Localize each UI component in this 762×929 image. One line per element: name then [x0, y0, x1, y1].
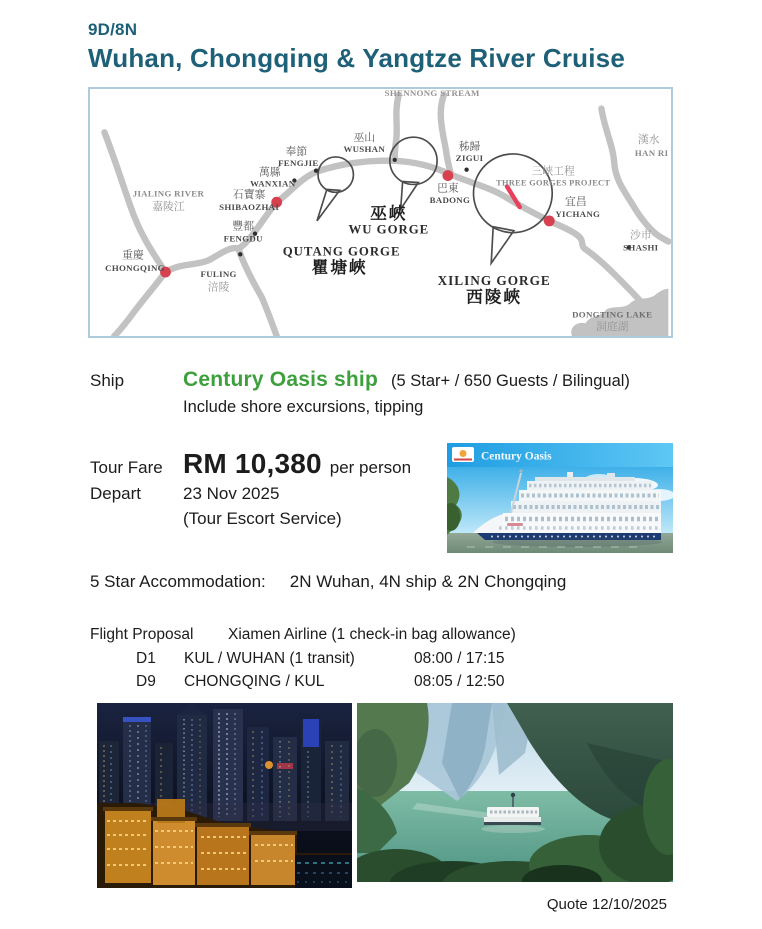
shibaozhai-label-cn: 石寶寨: [232, 189, 266, 202]
accommodation-value: 2N Wuhan, 4N ship & 2N Chongqing: [289, 572, 567, 591]
wu-gorge-label-cn: 巫峽: [370, 203, 408, 223]
qutang-gorge-label-en: QUTANG GORGE: [282, 244, 401, 259]
river-lights: [295, 855, 352, 888]
wanxian-label-en: WANXIAN: [250, 178, 296, 189]
xiling-gorge-label-cn: 西陵峽: [466, 287, 523, 307]
wanxian-label-cn: 萬縣: [258, 166, 281, 179]
shennong-stream-a: [395, 95, 399, 160]
han-river-path: [601, 109, 668, 242]
tour-duration: 9D/8N: [88, 20, 138, 39]
fuling-label-cn: 涪陵: [207, 281, 230, 294]
ship-reflection: [492, 537, 662, 547]
map-labels: [105, 89, 668, 333]
jialing-river-label-en: JIALING RIVER: [132, 188, 205, 199]
badong-label-cn: 巴東: [437, 182, 459, 195]
ship-name: Century Oasis ship: [183, 368, 378, 391]
depart-date: 23 Nov 2025: [183, 484, 280, 503]
dongting-lake-label-cn: 洞庭湖: [596, 321, 629, 334]
zigui-label-en: ZIGUI: [455, 152, 484, 163]
night-photo-svg: [97, 703, 352, 888]
quote-date: Quote 12/10/2025: [546, 896, 667, 913]
flight-row-route: KUL / WUHAN (1 transit): [184, 650, 355, 667]
qutang-callout-tail: [317, 189, 340, 220]
shashi-label-en: SHASHI: [623, 242, 659, 253]
accommodation-label: 5 Star Accommodation:: [90, 572, 266, 591]
fengdu-label-cn: 豐都: [232, 220, 255, 233]
wushan-label-cn: 巫山: [353, 132, 376, 145]
cruise-line-logo-emblem: [460, 450, 467, 457]
three-gorges-project-label-cn: 三峽工程: [531, 165, 575, 178]
depart-label: Depart: [90, 484, 142, 503]
three-gorges-project-label-en: THREE GORGES PROJECT: [496, 178, 611, 188]
gorge-photo-svg: [357, 703, 673, 882]
yichang-label-cn: 宜昌: [565, 196, 587, 209]
ship-photo-caption: Century Oasis: [481, 450, 552, 463]
escort-service-note: (Tour Escort Service): [183, 509, 342, 528]
wu-gorge-label-en: WU GORGE: [348, 222, 430, 237]
yangtze-southwest-branch: [114, 272, 165, 336]
flight-row-day: D9: [136, 673, 156, 690]
flight-row-time: 08:05 / 12:50: [414, 673, 505, 690]
flight-airline: Xiamen Airline (1 check-in bag allowance): [228, 626, 516, 643]
street-lamp-glow: [265, 761, 273, 769]
ship-includes-note: Include shore excursions, tipping: [183, 398, 424, 416]
cruise-line-logo-underline: [454, 459, 472, 461]
accommodation-line: [90, 572, 566, 592]
map-svg: [90, 89, 671, 336]
page-title: Wuhan, Chongqing & Yangtze River Cruise: [88, 43, 626, 73]
yangtze-gorge-photo: [357, 703, 673, 882]
shennong-stream-b: [441, 95, 451, 174]
flight-row-route: CHONGQING / KUL: [184, 673, 325, 690]
fuling-label-en: FULING: [200, 268, 237, 279]
ship-reflection2: [481, 825, 545, 833]
wushan-label-en: WUSHAN: [343, 143, 386, 154]
flight-row-day: D1: [136, 650, 156, 667]
xiling-gorge-label-en: XILING GORGE: [437, 272, 551, 288]
ship-photo-svg: [447, 443, 673, 553]
fengjie-label-cn: 奉節: [285, 145, 308, 158]
tour-fare-row: [90, 448, 411, 480]
tour-fare-price: RM 10,380: [183, 448, 322, 479]
yangtze-route-map: [88, 87, 673, 338]
shibaozhai-label-en: SHIBAOZHAI: [219, 202, 280, 213]
fengjie-label-en: FENGJIE: [278, 157, 319, 168]
fengdu-label-en: FENGDU: [223, 233, 263, 244]
badong-label-en: BADONG: [429, 195, 471, 206]
chongqing-night-photo: [97, 703, 352, 888]
chongqing-label-en: CHONGQING: [105, 263, 165, 274]
depart-row: [90, 484, 279, 504]
ship-label: Ship: [90, 371, 125, 390]
qutang-callout-circle: [318, 157, 353, 192]
qutang-gorge-label-cn: 瞿塘峽: [311, 258, 368, 278]
han-river-label-cn: 漢水: [637, 134, 660, 147]
flight-proposal-label: Flight Proposal: [90, 626, 194, 643]
flight-row-time: 08:00 / 17:15: [414, 650, 505, 667]
tour-fare-unit: per person: [329, 458, 412, 477]
shennong-stream-label: SHENNONG STREAM: [384, 89, 480, 98]
tour-fare-label: Tour Fare: [90, 458, 163, 477]
century-oasis-photo: [447, 443, 673, 553]
jialing-river-label-cn: 嘉陵江: [152, 201, 185, 214]
han-river-label-en: HAN RI: [634, 147, 669, 158]
fuling-branch: [238, 248, 276, 336]
zigui-label-cn: 秭歸: [458, 141, 481, 154]
ship-info-row: [90, 368, 630, 392]
dongting-lake-label-en: DONGTING LAKE: [572, 309, 653, 320]
ship-details: (5 Star+ / 650 Guests / Bilingual): [391, 372, 630, 390]
yichang-label-en: YICHANG: [555, 208, 601, 219]
shashi-label-cn: 沙市: [629, 229, 652, 242]
chongqing-label-cn: 重慶: [122, 249, 144, 262]
